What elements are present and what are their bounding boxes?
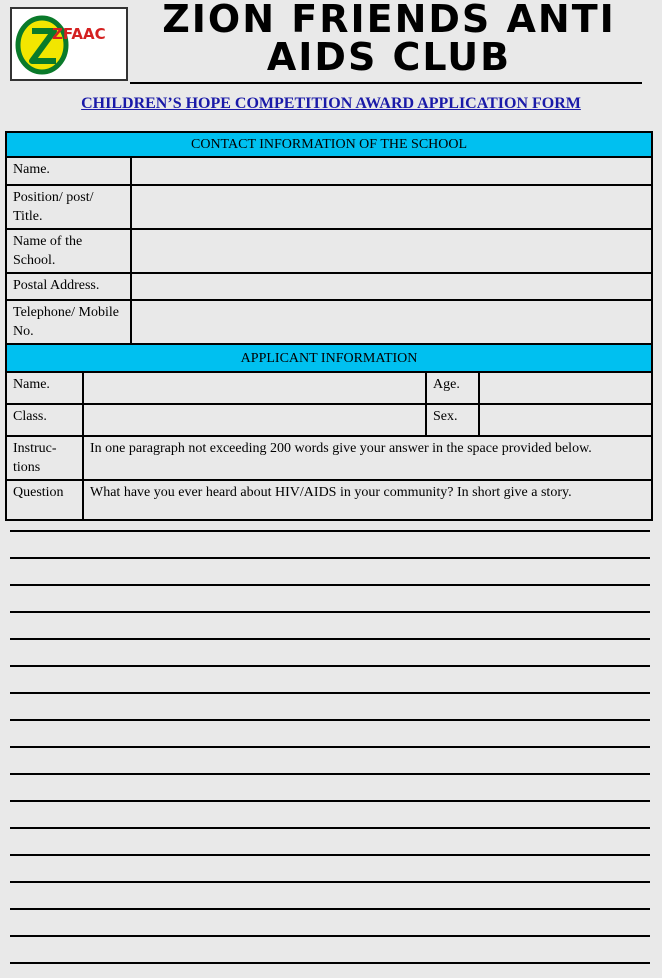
question-text: What have you ever heard about HIV/AIDS in your community? In short give a story. bbox=[83, 480, 652, 520]
class-label: Class. bbox=[6, 404, 83, 436]
club-name-line2: AIDS CLUB bbox=[266, 35, 512, 79]
answer-line bbox=[10, 638, 650, 640]
telephone-field[interactable] bbox=[131, 300, 652, 344]
telephone-label: Telephone/ Mobile No. bbox=[6, 300, 131, 344]
club-name-line1: ZION FRIENDS ANTI bbox=[162, 0, 616, 41]
age-label: Age. bbox=[426, 372, 479, 404]
answer-line bbox=[10, 962, 650, 964]
applicant-section-heading: APPLICANT INFORMATION bbox=[6, 344, 652, 372]
instructions-label: Instruc-tions bbox=[6, 436, 83, 480]
answer-line bbox=[10, 692, 650, 694]
title-divider bbox=[130, 82, 642, 84]
answer-line bbox=[10, 584, 650, 586]
applicant-name-label: Name. bbox=[6, 372, 83, 404]
answer-line bbox=[10, 719, 650, 721]
position-field[interactable] bbox=[131, 185, 652, 229]
answer-line bbox=[10, 773, 650, 775]
answer-line bbox=[10, 827, 650, 829]
postal-address-field[interactable] bbox=[131, 273, 652, 300]
answer-line bbox=[10, 935, 650, 937]
logo-text: ZFAAC bbox=[52, 25, 106, 43]
name-of-school-field[interactable] bbox=[131, 229, 652, 273]
position-label: Position/ post/ Title. bbox=[6, 185, 131, 229]
logo-graphic bbox=[12, 9, 126, 79]
class-field[interactable] bbox=[83, 404, 426, 436]
answer-line bbox=[10, 908, 650, 910]
postal-address-label: Postal Address. bbox=[6, 273, 131, 300]
answer-writing-lines[interactable] bbox=[10, 505, 650, 964]
answer-line bbox=[10, 557, 650, 559]
school-section-heading: CONTACT INFORMATION OF THE SCHOOL bbox=[6, 132, 652, 157]
answer-line bbox=[10, 665, 650, 667]
club-logo bbox=[10, 7, 128, 81]
school-name-field[interactable] bbox=[131, 157, 652, 185]
sex-field[interactable] bbox=[479, 404, 652, 436]
answer-line bbox=[10, 746, 650, 748]
school-name-of-label: Name of the School. bbox=[6, 229, 131, 273]
answer-line bbox=[10, 611, 650, 613]
age-field[interactable] bbox=[479, 372, 652, 404]
answer-line bbox=[10, 881, 650, 883]
answer-line bbox=[10, 854, 650, 856]
answer-line bbox=[10, 800, 650, 802]
club-name bbox=[134, 0, 644, 79]
school-name-label: Name. bbox=[6, 157, 131, 185]
sex-label: Sex. bbox=[426, 404, 479, 436]
applicant-name-field[interactable] bbox=[83, 372, 426, 404]
form-title: CHILDREN’S HOPE COMPETITION AWARD APPLICATION FORM bbox=[81, 95, 581, 112]
answer-line bbox=[10, 530, 650, 532]
question-label: Question bbox=[6, 480, 83, 520]
instructions-text: In one paragraph not exceeding 200 words give your answer in the space provided below. bbox=[83, 436, 652, 480]
application-form-table bbox=[5, 131, 653, 521]
